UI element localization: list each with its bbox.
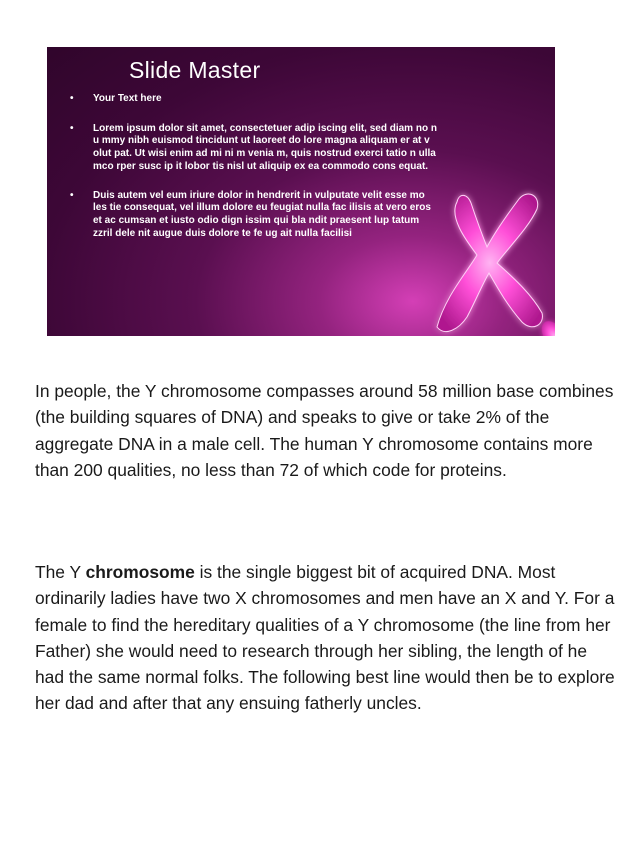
- bullet-text: Duis autem vel eum iriure dolor in hendrerit in vulputate velit esse mo les tie consequat, vel illum dolore eu feugiat nulla fac ilisis at vero eros et ac cumsan et iusto odio dign issim qui bla ndit praesent lup tatum zzril dele nit augue duis dolore te fe ug ait nulla facilisi: [93, 189, 431, 239]
- paragraph-y-chromosome-inheritance: [35, 559, 617, 717]
- slide-bullet-3: [67, 190, 439, 241]
- slide-title: Slide Master: [129, 57, 261, 83]
- paragraph-text-start: The Y: [35, 562, 86, 582]
- bullet-icon: •: [70, 93, 74, 104]
- slide-master-image: [47, 47, 555, 336]
- slide-bullet-1: [67, 93, 439, 106]
- bullet-text: Your Text here: [93, 93, 162, 104]
- slide-bullet-2: [67, 123, 439, 174]
- paragraph-text: In people, the Y chromosome compasses around 58 million base combines (the building squares of DNA) and speaks to give or take 2% of the aggregate DNA in a male cell. The human Y chromosome contains more than 200 qualities, no less than 72 of which code for proteins.: [35, 381, 614, 480]
- bullet-icon: •: [70, 122, 74, 134]
- paragraph-y-chromosome-overview: [35, 378, 617, 483]
- slide-bullet-list: [67, 93, 439, 240]
- bullet-text: Lorem ipsum dolor sit amet, consectetuer adip iscing elit, sed diam no n u mmy nibh euismod tincidunt ut laoreet do lore magna aliquam er at v olut pat. Ut wisi enim ad mi ni m venia m, quis nostrud exerci tatio n ulla mco rper susc ip it lobor tis nisl ut aliquip ex ea commodo cons equat.: [93, 122, 437, 172]
- bullet-icon: •: [70, 189, 74, 201]
- paragraph-text-rest: is the single biggest bit of acquired DNA. Most ordinarily ladies have two X chromosomes and men have an X and Y. For a female to find the hereditary qualities of a Y chromosome (the line from her Father) she would need to research through her sibling, the length of he had the same normal folks. The following best line would then be to explore her dad and after that any ensuing fatherly uncles.: [35, 562, 615, 714]
- chromosome-keyword: chromosome: [85, 562, 195, 582]
